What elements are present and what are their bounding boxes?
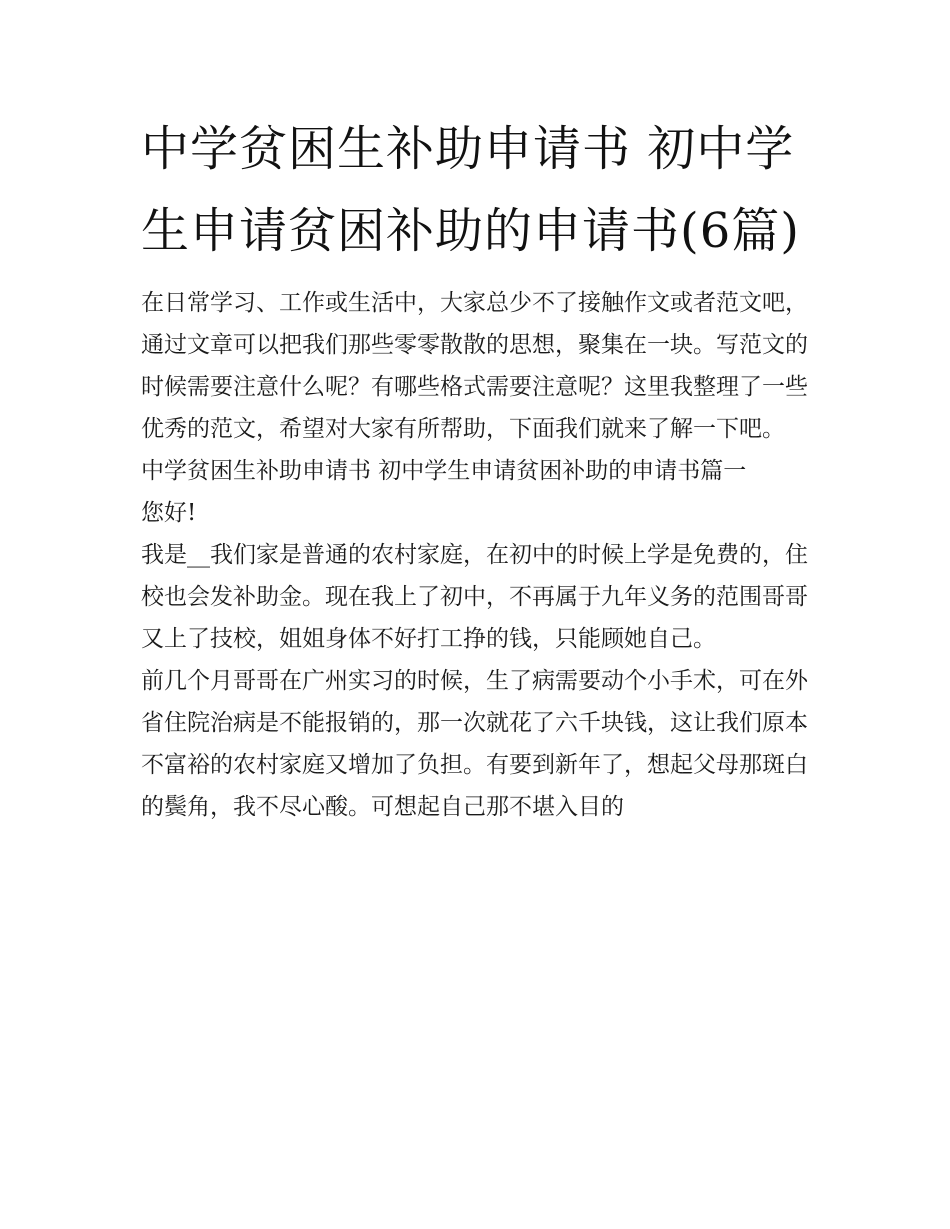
paragraph-brother-illness: 前几个月哥哥在广州实习的时候，生了病需要动个小手术，可在外省住院治病是不能报销的，那一次就花了六千块钱，这让我们原本不富裕的农村家庭又增加了负担。有要到新年了，想起父母那斑白的鬓角，我不尽心酸。可想起自己那不堪入目的: [141, 668, 808, 820]
paragraph-family-background: 我是__我们家是普通的农村家庭，在初中的时候上学是免费的，住校也会发补助金。现在我上了初中，不再属于九年义务的范围哥哥又上了技校，姐姐身体不好打工挣的钱，只能顾她自己。: [141, 542, 808, 652]
document-body: [141, 282, 813, 828]
document-page: [141, 108, 813, 828]
paragraph-greeting: 您好!: [141, 500, 197, 526]
paragraph-section-heading: 中学贫困生补助申请书 初中学生申请贫困补助的申请书篇一: [141, 458, 747, 484]
paragraph-intro: 在日常学习、工作或生活中，大家总少不了接触作文或者范文吧，通过文章可以把我们那些零零散散的思想，聚集在一块。写范文的时候需要注意什么呢？有哪些格式需要注意呢？这里我整理了一些优秀的范文，希望对大家有所帮助，下面我们就来了解一下吧。: [141, 290, 808, 442]
document-title: 中学贫困生补助申请书 初中学生申请贫困补助的申请书(6篇): [141, 121, 800, 259]
